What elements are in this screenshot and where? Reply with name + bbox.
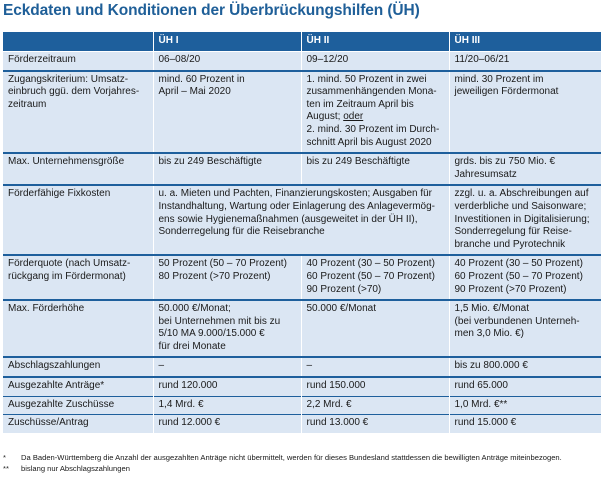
cell-uh1-uh2: u. a. Mieten und Pachten, Finanzierungskosten; Ausgaben für Instandhaltung, Wartung oder Einlagerung des Anlagevermög- ens sowie Hygienemaßnahmen (ausgeweitet in der ÜH II), Sonderregelung für die Reisebranche [153,185,449,255]
cell-uh2: rund 13.000 € [301,415,449,433]
row-ausgezahlte-zuschuesse [3,396,601,415]
row-foerderzeitraum [3,52,601,71]
cell-uh3: rund 65.000 [449,377,601,396]
cell-uh2: 09–12/20 [301,52,449,71]
cell-uh2: 40 Prozent (30 – 50 Prozent) 60 Prozent (50 – 70 Prozent) 90 Prozent (>70) [301,255,449,300]
cell-label: Förderquote (nach Umsatz- rückgang im Fördermonat) [3,255,153,300]
cell-uh2: 2,2 Mrd. € [301,396,449,415]
header-uh1: ÜH I [153,32,301,52]
cell-uh3: 40 Prozent (30 – 50 Prozent) 60 Prozent (50 – 70 Prozent) 90 Prozent (>70 Prozent) [449,255,601,300]
footnote-2: ** bislang nur Abschlagszahlungen [3,464,130,473]
cell-label: Abschlagszahlungen [3,357,153,377]
row-ausgezahlte-antraege [3,377,601,396]
cell-uh1: – [153,357,301,377]
row-foerderquote [3,255,601,300]
cell-uh1: rund 12.000 € [153,415,301,433]
data-table [3,32,601,433]
cell-uh2: 50.000 €/Monat [301,300,449,357]
cell-uh1: 50.000 €/Monat; bei Unternehmen mit bis zu 5/10 MA 9.000/15.000 € für drei Monate [153,300,301,357]
cell-uh2: bis zu 249 Beschäftigte [301,153,449,185]
row-unternehmensgroesse [3,153,601,185]
cell-uh2: 1. mind. 50 Prozent in zwei zusammenhängenden Mona- ten im Zeitraum April bis August; oder 2. mind. 30 Prozent im Durch- schnitt April bis August 2020 [301,71,449,154]
cell-label: Zuschüsse/Antrag [3,415,153,433]
header-uh2: ÜH II [301,32,449,52]
cell-uh3: 1,0 Mrd. €** [449,396,601,415]
cell-label: Max. Förderhöhe [3,300,153,357]
table-header-row [3,32,601,52]
cell-uh3: mind. 30 Prozent im jeweiligen Fördermonat [449,71,601,154]
cell-uh2: – [301,357,449,377]
row-zuschuesse-pro-antrag [3,415,601,433]
cell-uh1: bis zu 249 Beschäftigte [153,153,301,185]
cell-uh3: 11/20–06/21 [449,52,601,71]
cell-uh1: 06–08/20 [153,52,301,71]
cell-uh3: 1,5 Mio. €/Monat (bei verbundenen Unterneh- men 3,0 Mio. €) [449,300,601,357]
footnote-1: * Da Baden-Württemberg die Anzahl der ausgezahlten Anträge nicht übermittelt, werden für dieses Bundesland stattdessen die bewilligten Anträge miteinbezogen. [3,453,562,462]
row-fixkosten [3,185,601,255]
header-uh3: ÜH III [449,32,601,52]
cell-uh3: zzgl. u. a. Abschreibungen auf verderbliche und Saisonware; Investitionen in Digitalisierung; Sonderregelung für Reise- branche und Pyrotechnik [449,185,601,255]
row-abschlagszahlungen [3,357,601,377]
oder-text: oder [343,111,364,123]
cell-uh1: mind. 60 Prozent in April – Mai 2020 [153,71,301,154]
row-zugangskriterium [3,71,601,154]
cell-label: Max. Unternehmensgröße [3,153,153,185]
cell-label: Ausgezahlte Anträge* [3,377,153,396]
cell-label: Zugangskriterium: Umsatz- einbruch ggü. dem Vorjahres- zeitraum [3,71,153,154]
cell-uh3: rund 15.000 € [449,415,601,433]
cell-uh1: 50 Prozent (50 – 70 Prozent) 80 Prozent (>70 Prozent) [153,255,301,300]
page-title: Eckdaten und Konditionen der Überbrückungshilfen (ÜH) [3,2,420,19]
cell-uh2: rund 150.000 [301,377,449,396]
header-empty [3,32,153,52]
cell-uh1: rund 120.000 [153,377,301,396]
row-foerderhoehe [3,300,601,357]
cell-label: Förderzeitraum [3,52,153,71]
cell-uh3: bis zu 800.000 € [449,357,601,377]
cell-uh3: grds. bis zu 750 Mio. € Jahresumsatz [449,153,601,185]
cell-label: Förderfähige Fixkosten [3,185,153,255]
cell-label: Ausgezahlte Zuschüsse [3,396,153,415]
cell-uh1: 1,4 Mrd. € [153,396,301,415]
